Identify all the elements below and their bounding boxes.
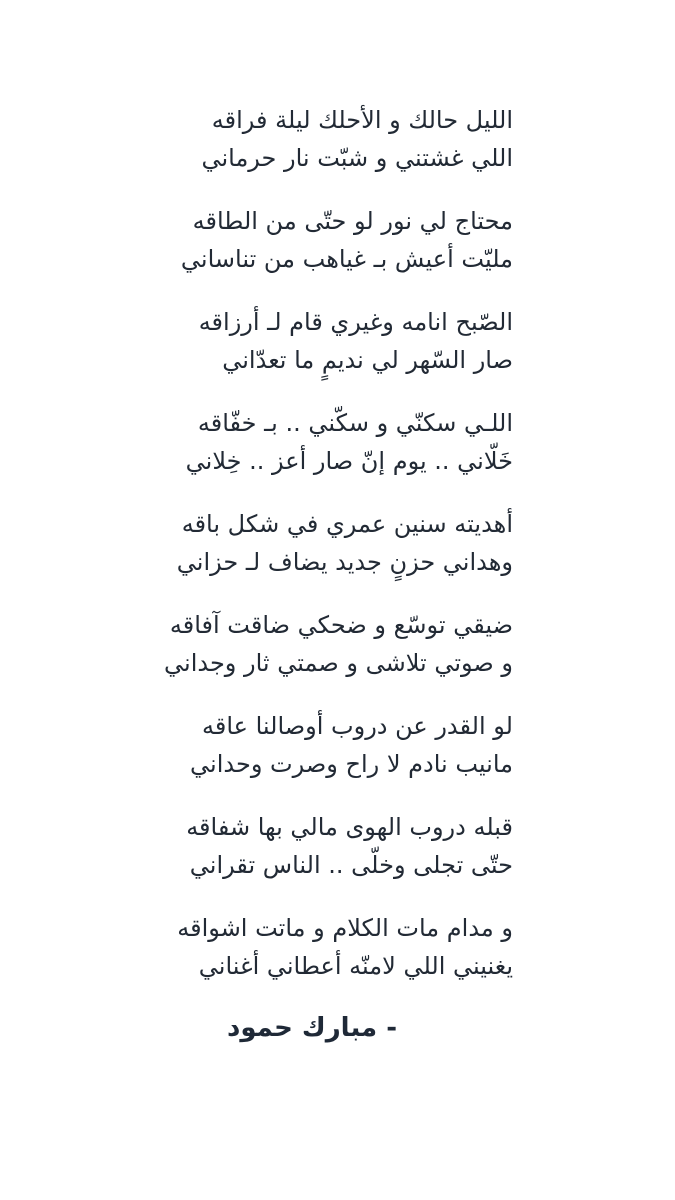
stanza-5 <box>0 506 675 607</box>
poem-line: الصّبح انامه وغيري قام لـ أرزاقه <box>198 308 513 336</box>
poem-line: أهديته سنين عمري في شكل باقه <box>181 510 513 538</box>
poem-line: الليل حالك و الأحلك ليلة فراقه <box>211 106 513 134</box>
poem-line: قبله دروب الهوى مالي بها شفاقه <box>186 813 513 841</box>
poem-line: و مدام مات الكلام و ماتت اشواقه <box>177 914 513 942</box>
poem-line: ضيقي توسّع و ضحكي ضاقت آفاقه <box>169 611 513 639</box>
stanza-8 <box>0 809 675 910</box>
stanza-3 <box>0 304 675 405</box>
stanza-4 <box>0 405 675 506</box>
poem-line: محتاج لي نور لو حتّى من الطاقه <box>192 207 513 235</box>
poem-line: لو القدر عن دروب أوصالنا عاقه <box>201 712 513 740</box>
poem-line: و صوتي تلاشى و صمتي ثار وجداني <box>164 649 513 677</box>
poem-line: مليّت أعيش بـ غياهب من تناساني <box>180 245 513 273</box>
poem-line: اللي غشتني و شبّت نار حرماني <box>201 144 513 172</box>
stanza-9 <box>0 910 675 1011</box>
stanza-6 <box>0 607 675 708</box>
poem-line: يغنيني اللي لامنّه أعطاني أغناني <box>198 952 513 980</box>
poem-line: وهداني حزنٍ جديد يضاف لـ حزاني <box>176 548 513 576</box>
author-signature: - مبارك حمود <box>227 1013 397 1043</box>
poem-line: اللـي سكنّي و سكّني .. بـ خفّاقه <box>197 409 513 437</box>
poem-line: خَلّاني .. يوم إنّ صار أعز .. خِلاني <box>185 447 513 475</box>
stanza-2 <box>0 203 675 304</box>
poem-line: مانيب نادم لا راح وصرت وحداني <box>190 750 513 778</box>
poem-line: حتّى تجلى وخلّى .. الناس تقراني <box>189 851 513 879</box>
poem <box>0 102 675 1011</box>
stanza-7 <box>0 708 675 809</box>
stanza-1 <box>0 102 675 203</box>
poem-line: صار السّهر لي نديمٍ ما تعدّاني <box>222 346 513 374</box>
